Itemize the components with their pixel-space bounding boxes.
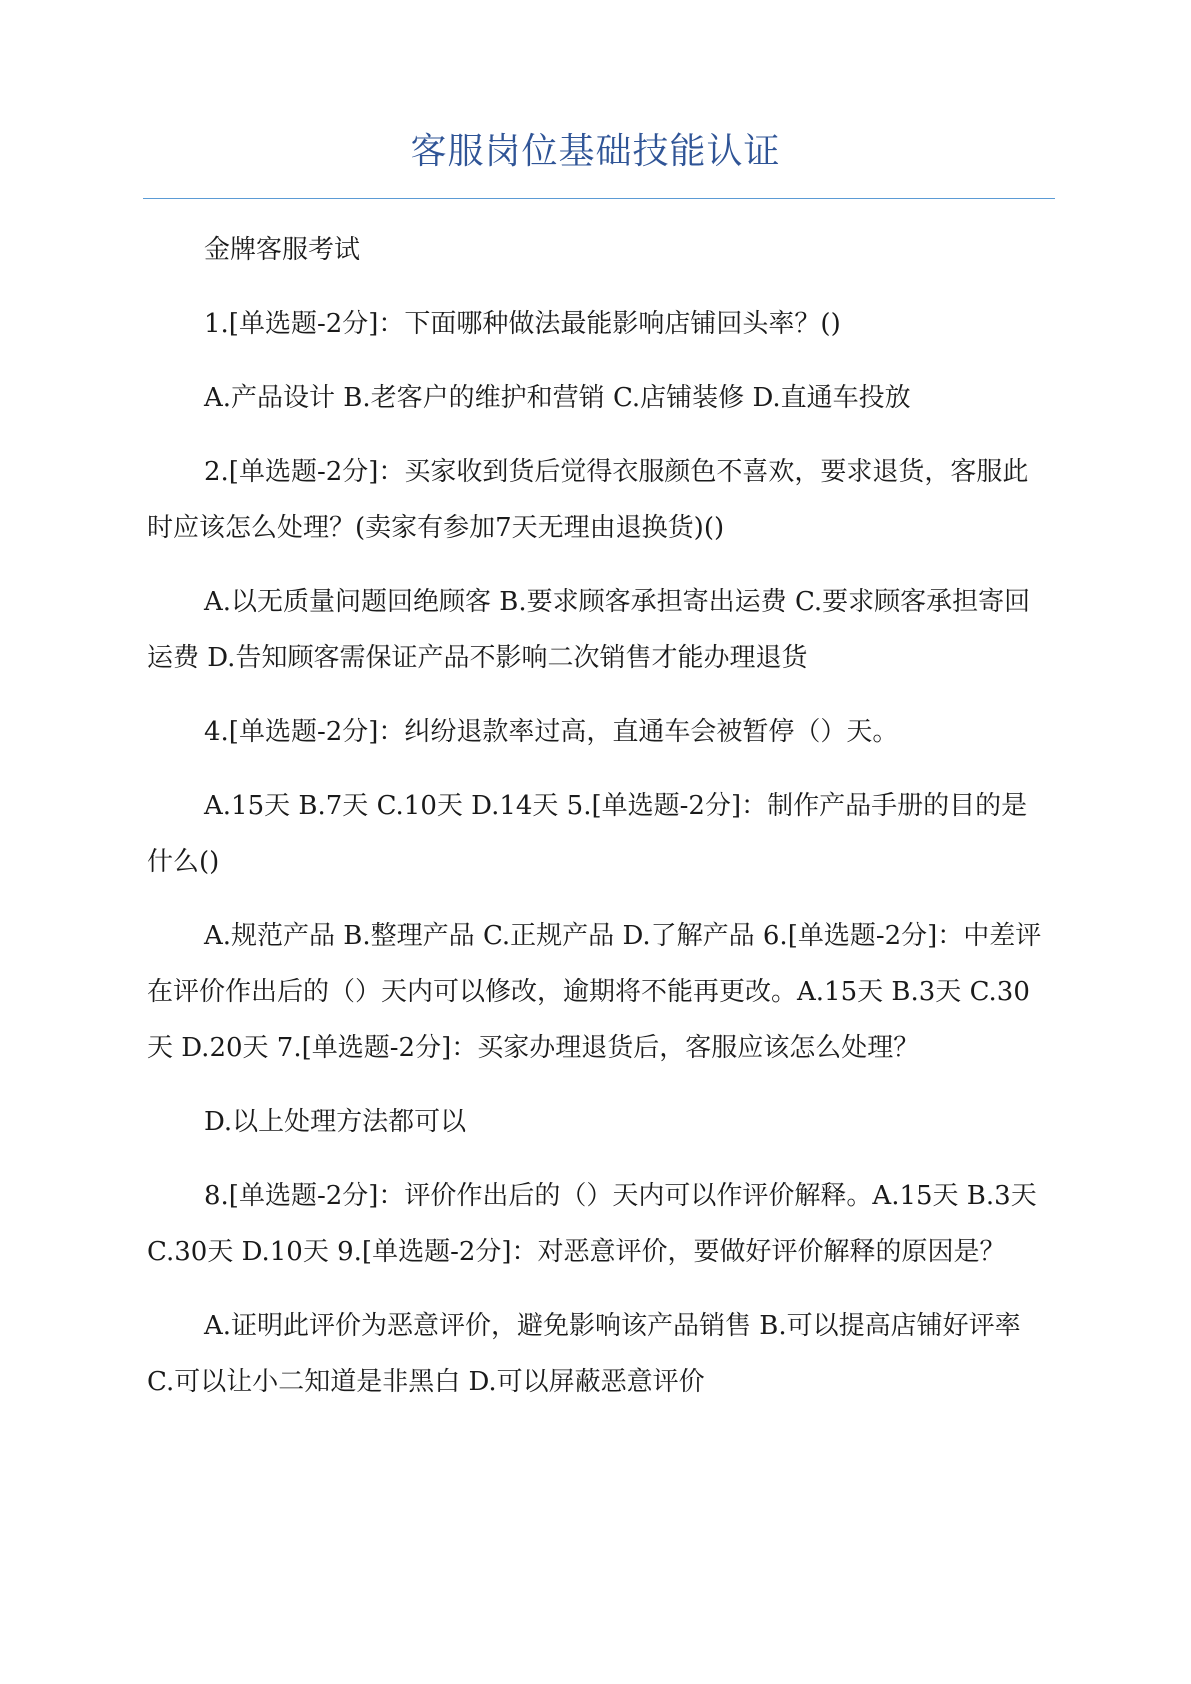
paragraph-options-4-question-5: A.15天 B.7天 C.10天 D.14天 5.[单选题-2分]：制作产品手册的目的是什么() bbox=[147, 791, 1028, 877]
document-title: 客服岗位基础技能认证 bbox=[410, 131, 781, 172]
paragraph-options-2: A.以无质量问题回绝顾客 B.要求顾客承担寄出运费 C.要求顾客承担寄回运费 D.告知顾客需保证产品不影响二次销售才能办理退货 bbox=[147, 587, 1031, 673]
paragraph-questions-8-9: 8.[单选题-2分]：评价作出后的（）天内可以作评价解释。A.15天 B.3天 C.30天 D.10天 9.[单选题-2分]：对恶意评价，要做好评价解释的原因是？ bbox=[147, 1181, 1037, 1267]
paragraph-question-4: 4.[单选题-2分]：纠纷退款率过高，直通车会被暂停（）天。 bbox=[204, 717, 899, 747]
paragraph-exam-name: 金牌客服考试 bbox=[204, 235, 361, 265]
paragraph-question-2: 2.[单选题-2分]：买家收到货后觉得衣服颜色不喜欢，要求退货，客服此时应该怎么处理？(卖家有参加7天无理由退换货)() bbox=[147, 457, 1029, 543]
paragraph-options-7: D.以上处理方法都可以 bbox=[204, 1107, 467, 1137]
document-body bbox=[147, 222, 1047, 1428]
paragraph-question-1: 1.[单选题-2分]：下面哪种做法最能影响店铺回头率？() bbox=[204, 309, 841, 339]
title-divider bbox=[143, 198, 1055, 199]
paragraph-options-5-questions-6-7: A.规范产品 B.整理产品 C.正规产品 D.了解产品 6.[单选题-2分]：中差评在评价作出后的（）天内可以修改，逾期将不能再更改。A.15天 B.3天 C.30天 D.20天 7.[单选题-2分]：买家办理退货后，客服应该怎么处理？ bbox=[147, 921, 1042, 1063]
paragraph-options-1: A.产品设计 B.老客户的维护和营销 C.店铺装修 D.直通车投放 bbox=[204, 383, 911, 413]
paragraph-options-9: A.证明此评价为恶意评价，避免影响该产品销售 B.可以提高店铺好评率 C.可以让小二知道是非黑白 D.可以屏蔽恶意评价 bbox=[147, 1311, 1021, 1397]
